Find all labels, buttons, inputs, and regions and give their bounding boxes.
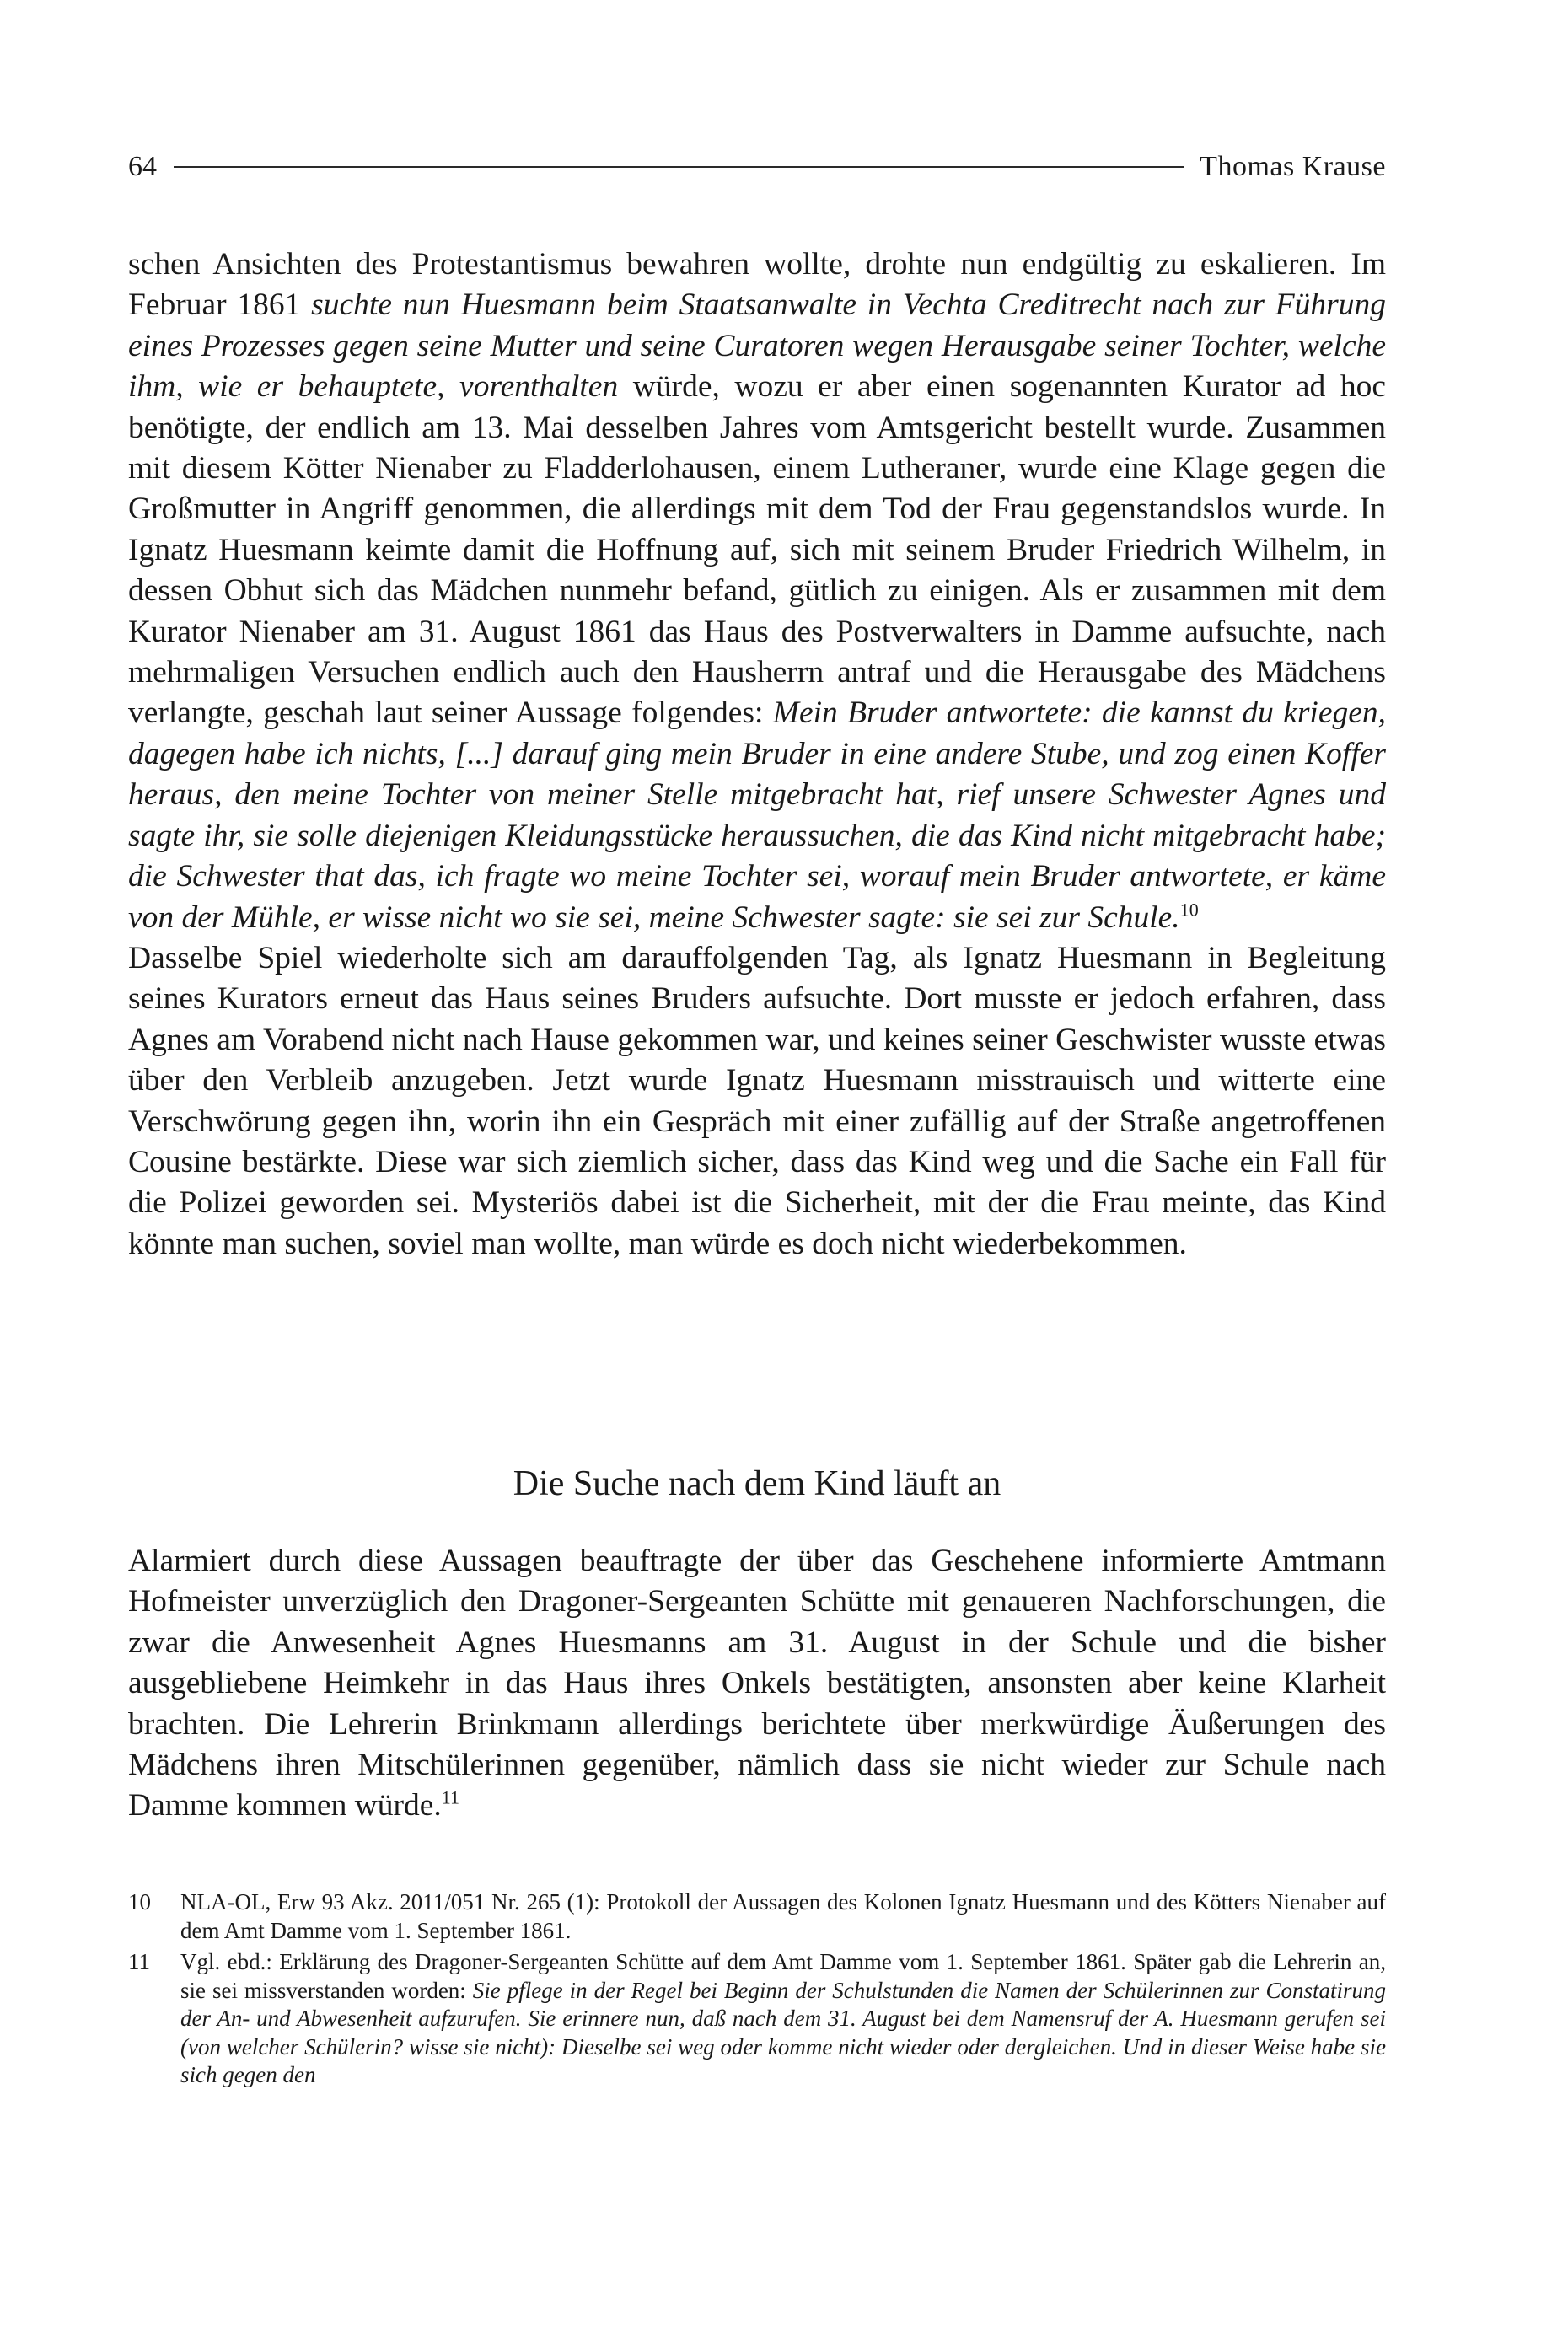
quotation-italic-b: Mein Bruder antwortete: die kannst du kriegen, dagegen habe ich nichts, [...] darauf ging mein Bruder in eine andere Stube, und zog einen Koffer heraus, den meine Tochter von meiner Stelle mitgebracht hat, rief unsere Schwester Agnes und sagte ihr, sie solle diejenigen Kleidungsstücke heraussuchen, die das Kind nicht mitgebracht habe; die Schwester that das, ich fragte wo meine Tochter sei, worauf mein Bruder antwortete, er käme von der Mühle, er wisse nicht wo sie sei, meine Schwester sagte: sie sei zur Schule. bbox=[128, 696, 1386, 935]
footnote-ref-11[interactable]: 11 bbox=[441, 1786, 459, 1808]
paragraph-1-text-a: schen Ansichten des Protestantismus bewahren wollte, drohte nun endgültig zu eskalieren. Im Februar 1861 bbox=[128, 247, 1386, 323]
quotation-italic-a: suchte nun Huesmann beim Staatsanwalte in Vechta Creditrecht nach zur Führung eines Prozesses gegen seine Mutter und seine Curatoren wegen Herausgabe seiner Tochter, welche ihm, wie er behauptete, vorenthalten bbox=[128, 287, 1386, 405]
paragraph-3 bbox=[128, 1541, 1386, 1827]
footnote-text: NLA-OL, Erw 93 Akz. 2011/051 Nr. 265 (1): Protokoll der Aussagen des Kolonen Ignatz Huesmann und des Kötters Nienaber auf dem Amt Damme vom 1. September 1861. bbox=[180, 1889, 1386, 1943]
paragraph-1-text-b: würde, wozu er aber einen sogenannten Kurator ad hoc benötigte, der endlich am 13. Mai desselben Jahres vom Amtsgericht bestellt wurde. Zusammen mit diesem Kötter Nienaber zu Fladderlohausen, einem Lutheraner, wurde eine Klage gegen die Großmutter in Angriff genommen, die allerdings mit dem Tod der Frau gegenstandslos wurde. In Ignatz Huesmann keimte damit die Hoffnung auf, sich mit seinem Bruder Friedrich Wilhelm, in dessen Obhut sich das Mädchen nunmehr befand, gütlich zu einigen. Als er zusammen mit dem Kurator Nienaber am 31. August 1861 das Haus des Postverwalters in Damme aufsuchte, nach mehrmaligen Versuchen endlich auch den Hausherrn antraf und die Herausgabe des Mädchens verlangte, geschah laut seiner Aussage folgendes: bbox=[128, 369, 1386, 731]
footnote-ref-10[interactable]: 10 bbox=[1179, 899, 1199, 920]
running-head-author: Thomas Krause bbox=[1200, 151, 1386, 182]
footnote-text-roman: Vgl. ebd.: Erklärung des Dragoner-Sergeanten Schütte auf dem Amt Damme vom 1. September 1861. Später gab die Lehrerin an, sie sei missverstanden worden: bbox=[180, 1949, 1386, 2003]
paragraph-3-text: Alarmiert durch diese Aussagen beauftragte der über das Geschehene informierte Amtmann Hofmeister unverzüglich den Dragoner-Sergeanten Schütte mit genaueren Nachforschungen, die zwar die Anwesenheit Agnes Huesmanns am 31. August in der Schule und die bisher ausgebliebene Heimkehr in das Haus ihres Onkels bestätigten, ansonsten aber keine Klarheit brachten. Die Lehrerin Brinkmann allerdings berichtete über merkwürdige Äußerungen des Mädchens ihren Mitschülerinnen gegenüber, nämlich dass sie nicht wieder zur Schule nach Damme kommen würde. bbox=[128, 1544, 1386, 1823]
header-rule bbox=[174, 166, 1184, 168]
footnote-11 bbox=[128, 1948, 1386, 2090]
paragraph-2: Dasselbe Spiel wiederholte sich am darauffolgenden Tag, als Ignatz Huesmann in Begleitung seines Kurators erneut das Haus seines Bruders aufsuchte. Dort musste er jedoch erfahren, dass Agnes am Vorabend nicht nach Hause gekommen war, und keines seiner Geschwister wusste etwas über den Verbleib anzugeben. Jetzt wurde Ignatz Huesmann misstrauisch und witterte eine Verschwörung gegen ihn, worin ihn ein Gespräch mit einer zufällig auf der Straße angetroffenen Cousine bestärkte. Diese war sich ziemlich sicher, dass das Kind weg und die Sache ein Fall für die Polizei geworden sei. Mysteriös dabei ist die Sicherheit, mit der die Frau meinte, das Kind könnte man suchen, soviel man wollte, man würde es doch nicht wiederbekommen. bbox=[128, 940, 1386, 1261]
footnote-text-italic: Sie pflege in der Regel bei Beginn der Schulstunden die Namen der Schülerinnen zur Constatirung der An- und Abwesenheit aufzurufen. Sie erinnere nun, daß nach dem 31. August bei dem Namensruf der A. Huesmann gerufen sei (von welcher Schülerin? wisse sie nicht): Dieselbe sei weg oder komme nicht wieder oder dergleichen. Und in dieser Weise habe sie sich gegen den bbox=[180, 1977, 1386, 2087]
footnote-text bbox=[180, 1948, 1386, 2090]
body-text-lower bbox=[128, 1541, 1386, 1827]
page-number: 64 bbox=[128, 151, 157, 182]
paragraph-1 bbox=[128, 244, 1386, 938]
running-header bbox=[128, 143, 1386, 191]
footnotes bbox=[128, 1888, 1386, 2093]
section-heading: Die Suche nach dem Kind läuft an bbox=[513, 1464, 1001, 1503]
footnote-number: 10 bbox=[128, 1889, 151, 1915]
footnote-10 bbox=[128, 1888, 1386, 1945]
body-text-upper bbox=[128, 244, 1386, 1265]
footnote-number: 11 bbox=[128, 1949, 150, 1974]
